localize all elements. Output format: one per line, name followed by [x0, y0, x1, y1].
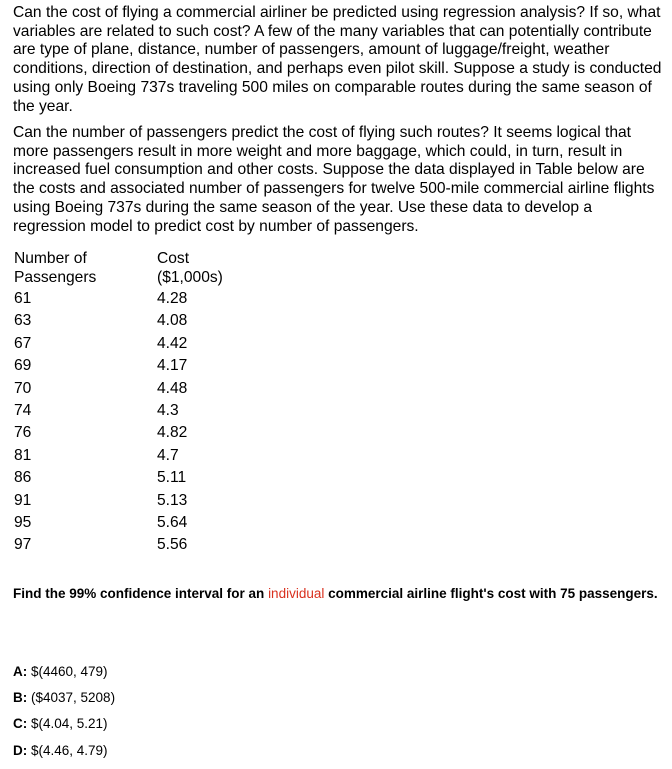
table-row — [14, 536, 223, 558]
data-description-paragraph: Can the number of passengers predict the cost of flying such routes? It seems logical that more passengers result in more weight and more baggage, which could, in turn, result in increased fuel consumption and other costs. Suppose the data displayed in Table below are the costs and associated number of passengers for twelve 500-mile commercial airline flights using Boeing 737s during the same season of the year. Use these data to develop a regression model to predict cost by number of passengers. — [13, 124, 655, 235]
cost-cell: 4.28 — [157, 290, 188, 307]
table-header-row — [14, 250, 223, 290]
answer-option[interactable] — [13, 742, 115, 768]
table-row — [14, 402, 223, 424]
passengers-cell: 70 — [14, 379, 32, 397]
passengers-header-line1: Number of — [14, 250, 87, 267]
cost-cell: 4.3 — [157, 401, 179, 419]
question-after: commercial airline flight's cost with 75 passengers. — [324, 586, 658, 601]
cost-cell: 4.48 — [157, 379, 188, 397]
answer-option[interactable] — [13, 715, 115, 741]
passengers-cell: 81 — [14, 446, 32, 464]
table-row — [14, 469, 223, 491]
table-body — [14, 290, 223, 559]
option-letter: A: — [13, 664, 28, 679]
answer-option[interactable] — [13, 689, 115, 715]
passengers-header-line2: Passengers — [14, 268, 97, 286]
option-text: ($4037, 5208) — [27, 690, 116, 706]
table-row — [14, 447, 223, 469]
option-letter: C: — [13, 716, 28, 732]
table-row — [14, 492, 223, 514]
table-row — [14, 424, 223, 446]
answer-options — [13, 663, 115, 768]
passengers-column-header — [14, 250, 157, 290]
passenger-cost-table — [14, 250, 223, 559]
cost-header-line2: ($1,000s) — [157, 268, 223, 286]
cost-cell: 5.13 — [157, 491, 188, 509]
table-row — [14, 357, 223, 379]
option-text: $(4.04, 5.21) — [27, 716, 108, 732]
cost-cell: 4.17 — [157, 357, 188, 375]
table-row — [14, 514, 223, 536]
table-row — [14, 312, 223, 334]
passengers-cell: 74 — [14, 401, 32, 419]
cost-cell: 4.42 — [157, 334, 188, 352]
cost-cell: 5.11 — [157, 469, 187, 487]
table-row — [14, 380, 223, 402]
answer-option[interactable] — [13, 663, 115, 689]
option-letter: B: — [13, 690, 28, 706]
passengers-cell: 67 — [14, 334, 32, 352]
cost-cell: 4.7 — [157, 446, 179, 464]
table-row — [14, 335, 223, 357]
cost-cell: 5.56 — [157, 536, 188, 554]
cost-cell: 5.64 — [157, 513, 188, 531]
cost-cell: 4.08 — [157, 312, 188, 330]
question-text — [13, 585, 663, 604]
intro-paragraph: Can the cost of flying a commercial airliner be predicted using regression analysis? If so, what variables are related to such cost? A few of the many variables that can potentially contribute are type of plane, distance, number of passengers, amount of luggage/freight, weather conditions, direction of destination, and perhaps even pilot skill. Suppose a study is conducted using only Boeing 737s traveling 500 miles on comparable routes during the same season of the year. — [13, 4, 662, 115]
passengers-cell: 69 — [14, 357, 32, 375]
option-letter: D: — [13, 742, 28, 758]
question-before: Find the 99% confidence interval for an — [13, 586, 269, 601]
passengers-cell: 86 — [14, 469, 32, 487]
cost-column-header — [157, 250, 223, 290]
passengers-cell: 76 — [14, 424, 32, 442]
option-text: $(4.46, 4.79) — [27, 742, 108, 758]
passengers-cell: 91 — [14, 491, 32, 509]
option-text: $(4460, 479) — [27, 664, 108, 679]
passengers-cell: 95 — [14, 513, 32, 531]
cost-cell: 4.82 — [157, 424, 188, 442]
passengers-cell: 63 — [14, 312, 32, 330]
table-row — [14, 290, 223, 312]
question-highlight: individual — [268, 586, 325, 601]
passengers-cell: 97 — [14, 536, 32, 554]
passengers-cell: 61 — [14, 290, 32, 307]
cost-header-line1: Cost — [157, 250, 190, 267]
